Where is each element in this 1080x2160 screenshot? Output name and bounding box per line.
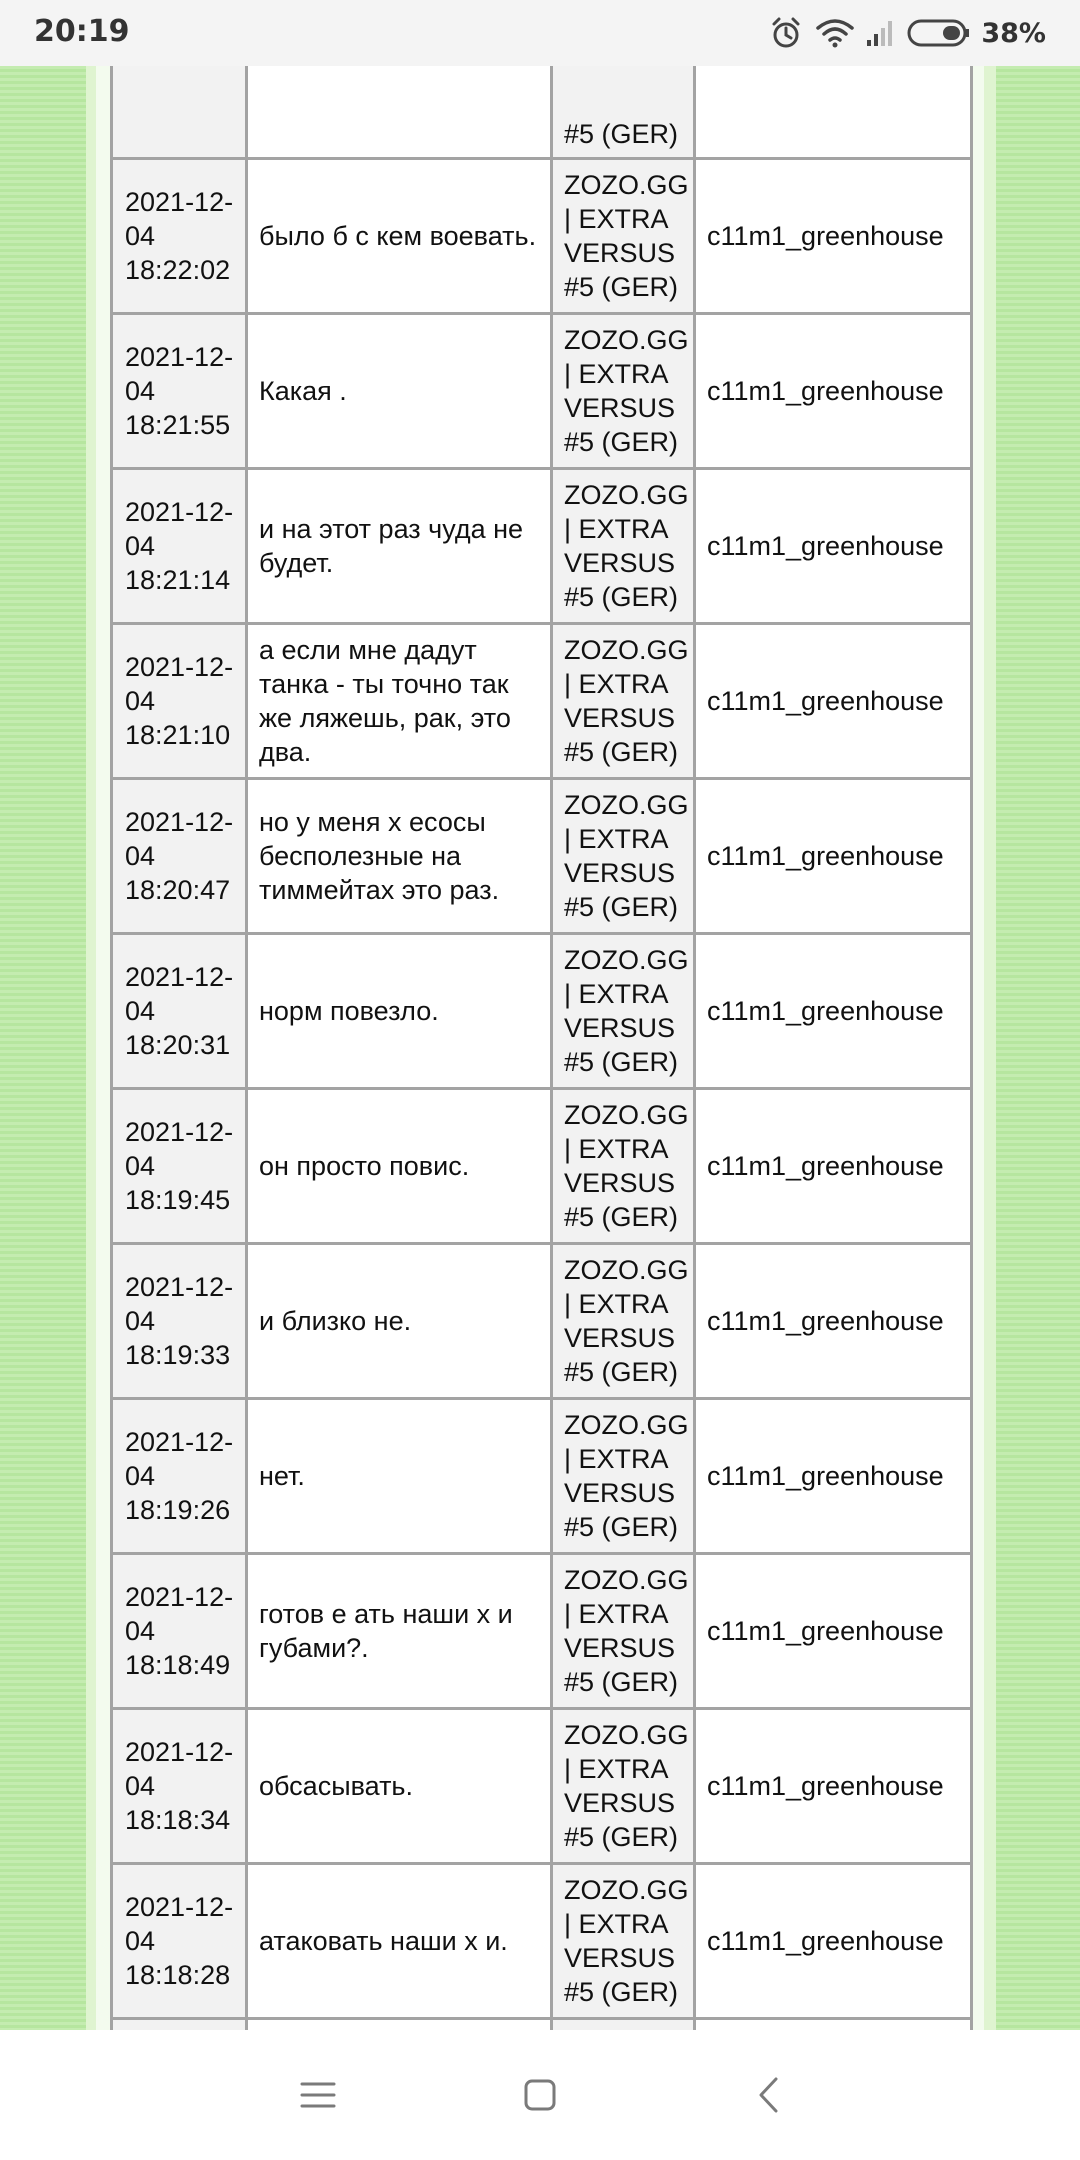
message-cell: и близко не. bbox=[247, 1244, 552, 1399]
date-cell: 2021-12-04 18:20:47 bbox=[112, 779, 247, 934]
date-cell bbox=[112, 2019, 247, 2031]
message-cell: нет. bbox=[247, 1399, 552, 1554]
server-cell bbox=[552, 2019, 695, 2031]
map-cell: c11m1_greenhouse bbox=[695, 1864, 972, 2019]
table-row bbox=[112, 159, 972, 314]
date-cell: 2021-12-04 18:21:14 bbox=[112, 469, 247, 624]
status-bar bbox=[0, 0, 1080, 66]
server-cell: ZOZO.GG | EXTRA VERSUS #5 (GER) bbox=[552, 1399, 695, 1554]
table-row bbox=[112, 1554, 972, 1709]
table-row bbox=[112, 1244, 972, 1399]
server-cell: ZOZO.GG | EXTRA VERSUS #5 (GER) bbox=[552, 1244, 695, 1399]
wifi-icon bbox=[815, 16, 855, 50]
back-button[interactable] bbox=[738, 2065, 798, 2125]
message-cell: но у меня х есосы бесполезные на тиммейтах это раз. bbox=[247, 779, 552, 934]
battery-percent: 38% bbox=[981, 17, 1046, 49]
message-cell: и на этот раз чуда не будет. bbox=[247, 469, 552, 624]
date-cell bbox=[112, 66, 247, 159]
message-cell: было б с кем воевать. bbox=[247, 159, 552, 314]
map-cell: c11m1_greenhouse bbox=[695, 1709, 972, 1864]
message-cell bbox=[247, 66, 552, 159]
message-cell: он просто повис. bbox=[247, 1089, 552, 1244]
date-cell: 2021-12-04 18:18:34 bbox=[112, 1709, 247, 1864]
map-cell: c11m1_greenhouse bbox=[695, 1089, 972, 1244]
date-cell: 2021-12-04 18:19:33 bbox=[112, 1244, 247, 1399]
server-cell: ZOZO.GG | EXTRA VERSUS #5 (GER) bbox=[552, 1864, 695, 2019]
back-icon bbox=[756, 2076, 780, 2114]
server-cell: ZOZO.GG | EXTRA VERSUS #5 (GER) bbox=[552, 1554, 695, 1709]
table-row bbox=[112, 66, 972, 159]
map-cell: c11m1_greenhouse bbox=[695, 1244, 972, 1399]
table-row bbox=[112, 1864, 972, 2019]
table-row bbox=[112, 2019, 972, 2031]
home-button[interactable] bbox=[510, 2065, 570, 2125]
server-text: #5 (GER) bbox=[564, 119, 679, 149]
table-row bbox=[112, 1089, 972, 1244]
alarm-icon bbox=[769, 16, 803, 50]
map-cell: c11m1_greenhouse bbox=[695, 1399, 972, 1554]
table-row bbox=[112, 1709, 972, 1864]
message-cell: готов е ать наши х и губами?. bbox=[247, 1554, 552, 1709]
date-cell: 2021-12-04 18:19:26 bbox=[112, 1399, 247, 1554]
page-edge-left bbox=[86, 66, 96, 2030]
table-row bbox=[112, 779, 972, 934]
date-cell: 2021-12-04 18:18:49 bbox=[112, 1554, 247, 1709]
map-cell: c11m1_greenhouse bbox=[695, 469, 972, 624]
battery-icon bbox=[907, 18, 971, 48]
status-time: 20:19 bbox=[34, 14, 130, 49]
map-cell: c11m1_greenhouse bbox=[695, 1554, 972, 1709]
menu-button[interactable] bbox=[288, 2065, 348, 2125]
table-row bbox=[112, 1399, 972, 1554]
server-cell: ZOZO.GG | EXTRA VERSUS #5 (GER) bbox=[552, 159, 695, 314]
server-cell: ZOZO.GG | EXTRA VERSUS #5 (GER) bbox=[552, 469, 695, 624]
date-cell: 2021-12-04 18:18:28 bbox=[112, 1864, 247, 2019]
table-row bbox=[112, 314, 972, 469]
server-cell: ZOZO.GG | EXTRA VERSUS #5 (GER) bbox=[552, 1709, 695, 1864]
page-background bbox=[0, 66, 1080, 2030]
table-row bbox=[112, 624, 972, 779]
message-cell: обсасывать. bbox=[247, 1709, 552, 1864]
home-icon bbox=[523, 2078, 557, 2112]
message-cell: Какая . bbox=[247, 314, 552, 469]
map-cell: c11m1_greenhouse bbox=[695, 159, 972, 314]
message-cell: норм повезло. bbox=[247, 934, 552, 1089]
table-row bbox=[112, 469, 972, 624]
map-cell: c11m1_greenhouse bbox=[695, 624, 972, 779]
date-cell: 2021-12-04 18:19:45 bbox=[112, 1089, 247, 1244]
message-cell: атаковать наши х и. bbox=[247, 1864, 552, 2019]
server-cell: ZOZO.GG | EXTRA VERSUS #5 (GER) bbox=[552, 314, 695, 469]
server-cell: ZOZO.GG | EXTRA VERSUS #5 (GER) bbox=[552, 779, 695, 934]
date-cell: 2021-12-04 18:20:31 bbox=[112, 934, 247, 1089]
menu-icon bbox=[300, 2080, 336, 2110]
map-cell: c11m1_greenhouse bbox=[695, 779, 972, 934]
chat-log-table bbox=[110, 66, 973, 2030]
server-cell: ZOZO.GG | EXTRA VERSUS #5 (GER) bbox=[552, 1089, 695, 1244]
page-edge-right bbox=[984, 66, 996, 2030]
date-cell: 2021-12-04 18:21:10 bbox=[112, 624, 247, 779]
server-cell bbox=[552, 66, 695, 159]
status-icons bbox=[769, 12, 1046, 54]
signal-icon bbox=[865, 18, 895, 48]
message-cell bbox=[247, 2019, 552, 2031]
message-cell: а если мне дадут танка - ты точно так же ляжешь, рак, это два. bbox=[247, 624, 552, 779]
table-row bbox=[112, 934, 972, 1089]
map-cell bbox=[695, 66, 972, 159]
map-cell: c11m1_greenhouse bbox=[695, 934, 972, 1089]
map-cell: c11m1_greenhouse bbox=[695, 314, 972, 469]
date-cell: 2021-12-04 18:21:55 bbox=[112, 314, 247, 469]
map-cell bbox=[695, 2019, 972, 2031]
page-edge-left-inner bbox=[96, 66, 110, 2030]
server-cell: ZOZO.GG | EXTRA VERSUS #5 (GER) bbox=[552, 624, 695, 779]
navigation-bar bbox=[0, 2030, 1080, 2160]
date-cell: 2021-12-04 18:22:02 bbox=[112, 159, 247, 314]
server-cell: ZOZO.GG | EXTRA VERSUS #5 (GER) bbox=[552, 934, 695, 1089]
